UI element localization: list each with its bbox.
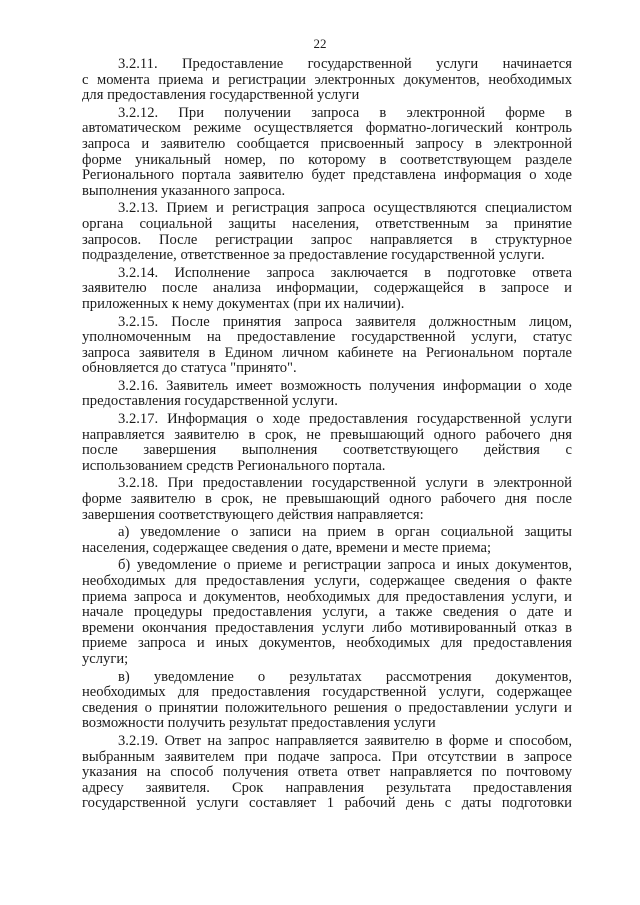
text-line: начале процедуры предоставления услуги, а также сведения о дате и <box>82 604 572 621</box>
text-line: 3.2.16. Заявитель имеет возможность получения информации о ходе <box>118 377 572 394</box>
text-line: использованием средств Регионального портала. <box>82 457 386 474</box>
text-line: форме уникальный номер, по которому в соответствующем разделе <box>82 151 572 168</box>
text-line: приеме запроса и иных документов, необходимых для предоставления <box>82 635 572 652</box>
text-line: населения, содержащее сведения о дате, времени и месте приема; <box>82 539 492 556</box>
text-line: Регионального портала заявителю будет представлена информация о ходе <box>82 167 572 184</box>
text-line: с момента приема и регистрации электронных документов, необходимых <box>82 71 572 88</box>
text-line: государственной услуги составляет 1 рабочий день с даты подготовки <box>82 795 572 812</box>
text-line: сведения о принятии положительного решения о предоставлении услуги и <box>82 699 572 716</box>
text-line: органа социальной защиты населения, ответственным за принятие <box>82 215 572 232</box>
text-line: после завершения выполнения соответствующего действия с <box>82 442 572 459</box>
text-line: приложенных к нему документах (при их наличии). <box>82 295 405 312</box>
text-line: запроса заявителя в Едином личном кабинете на Региональном портале <box>82 344 572 361</box>
text-line: в) уведомление о результатах рассмотрения документов, <box>118 668 572 685</box>
text-line: 3.2.13. Прием и регистрация запроса осуществляются специалистом <box>118 200 572 217</box>
text-line: автоматическом режиме осуществляется форматно-логический контроль <box>82 120 572 137</box>
text-line: 3.2.14. Исполнение запроса заключается в подготовке ответа <box>118 264 572 281</box>
text-line: 3.2.19. Ответ на запрос направляется заявителю в форме и способом, <box>118 732 572 749</box>
text-line: выбранным заявителем при подаче запроса. При отсутствии в запросе <box>82 748 572 765</box>
text-line: времени окончания предоставления услуги либо мотивированный отказ в <box>82 619 572 636</box>
document-body <box>82 57 572 812</box>
text-line: для предоставления государственной услуги <box>82 87 360 104</box>
text-line: завершения соответствующего действия направляется: <box>82 506 424 523</box>
text-line: указания на способ получения ответа ответ направляется по почтовому <box>82 764 572 781</box>
text-line: запросов. После регистрации запрос направляется в структурное <box>82 231 572 248</box>
text-line: а) уведомление о записи на прием в орган социальной защиты <box>118 524 572 541</box>
text-line: необходимых для предоставления государственной услуги, содержащее <box>82 684 572 701</box>
text-line: заявителю после анализа информации, содержащейся в запросе и <box>82 280 572 297</box>
page-number: 22 <box>313 36 327 51</box>
text-line: выполнения указанного запроса. <box>82 182 286 199</box>
text-line: обновляется до статуса "принято". <box>82 360 297 377</box>
text-line: уполномоченным на предоставление государственной услуги, статус <box>82 329 572 346</box>
text-line: приема запроса и документов, необходимых для предоставления услуги, и <box>82 588 572 605</box>
text-line: подразделение, ответственное за предоставление государственной услуги. <box>82 247 545 264</box>
text-line: направляется заявителю в срок, не превышающий одного рабочего дня <box>82 426 572 443</box>
text-line: 3.2.18. При предоставлении государственной услуги в электронной <box>118 475 572 492</box>
text-line: 3.2.12. При получении запроса в электронной форме в <box>118 104 572 121</box>
text-line: 3.2.11. Предоставление государственной услуги начинается <box>118 56 572 72</box>
text-line: б) уведомление о приеме и регистрации запроса и иных документов, <box>118 557 572 574</box>
text-line: предоставления государственной услуги. <box>82 393 338 410</box>
text-line: запроса и заявителю сообщается присвоенный запросу в электронной <box>82 135 572 152</box>
text-line: услуги; <box>82 650 129 667</box>
text-line: форме заявителю в срок, не превышающий одного рабочего дня после <box>82 491 572 508</box>
text-line: адресу заявителя. Срок направления результата предоставления <box>82 779 572 796</box>
text-line: возможности получить результат предоставления услуги <box>82 715 436 732</box>
text-line: необходимых для предоставления услуги, содержащее сведения о факте <box>82 573 572 589</box>
text-line: 3.2.15. После принятия запроса заявителя должностным лицом, <box>118 313 572 330</box>
text-line: 3.2.17. Информация о ходе предоставления государственной услуги <box>118 411 572 428</box>
